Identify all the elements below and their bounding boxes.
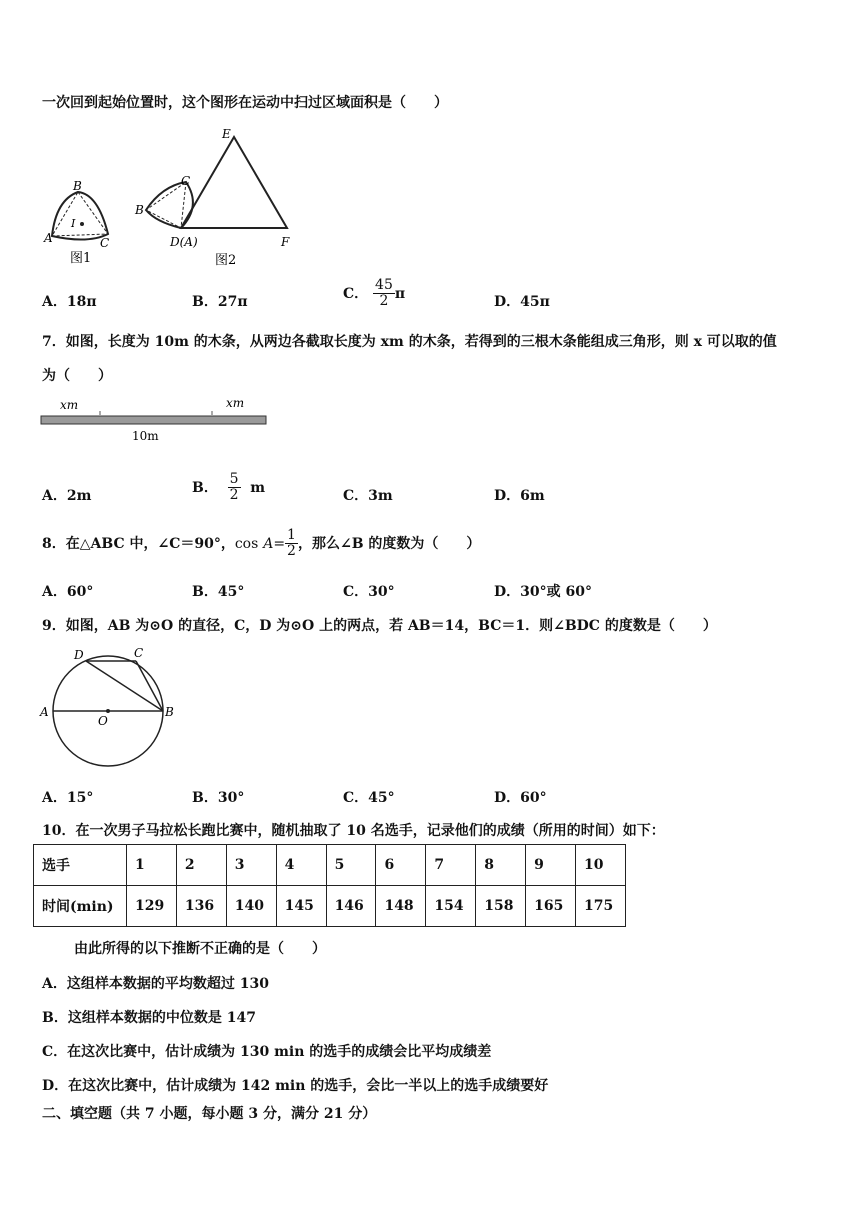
- table-cell: 140: [226, 886, 276, 927]
- fig1-label-i: I: [71, 217, 76, 230]
- fig1-label-a: A: [44, 231, 53, 245]
- fig2-label-f: F: [281, 235, 290, 249]
- wood-bar: [41, 416, 266, 424]
- fig2-label-da: D(A): [170, 235, 198, 249]
- table-cell: 7: [426, 845, 476, 886]
- table-cell: 5: [326, 845, 376, 886]
- table-cell: 3: [226, 845, 276, 886]
- q10-option-a: A．这组样本数据的平均数超过 130: [42, 976, 269, 992]
- q10-stem: 10．在一次男子马拉松长跑比赛中，随机抽取了 10 名选手，记录他们的成绩（所用的时间）如下：: [42, 823, 665, 839]
- q9-label-a: A: [40, 705, 49, 719]
- q8-option-b: B．45°: [192, 584, 245, 600]
- q9-option-c: C．45°: [343, 790, 395, 806]
- table-cell: 145: [276, 886, 326, 927]
- table-cell: 175: [576, 886, 626, 927]
- q6-figure: [38, 122, 308, 272]
- table-cell: 136: [176, 886, 226, 927]
- q9-stem: 9．如图，AB 为⊙O 的直径，C，D 为⊙O 上的两点，若 AB＝14，BC＝1．则∠BDC 的度数是（ ）: [42, 618, 717, 634]
- table-cell: 10: [576, 845, 626, 886]
- table-cell: 9: [526, 845, 576, 886]
- q9-label-o: O: [98, 714, 108, 728]
- q6-option-a: A．18π: [42, 294, 97, 310]
- q10-follow: 由此所得的以下推断不正确的是（ ）: [74, 941, 326, 957]
- table-cell: 165: [526, 886, 576, 927]
- fig2-label-e: E: [222, 127, 231, 141]
- q7-stem-line2: 为（ ）: [42, 368, 112, 384]
- fig2-label-b: B: [135, 203, 144, 217]
- q7-figure: [36, 394, 276, 444]
- q7-option-b: B． $\frac{5}{2}$ m: [192, 471, 266, 504]
- q6-option-c: C． $\frac{45}{2}$ π: [343, 277, 406, 310]
- table-row: [34, 886, 626, 927]
- q7-stem-line1: 7．如图，长度为 10m 的木条，从两边各截取长度为 xm 的木条，若得到的三根木条能组成三角形，则 x 可以取的值: [42, 334, 777, 350]
- table-cell: 158: [476, 886, 526, 927]
- fig2-label-c: C: [181, 174, 191, 188]
- q7-label-left: xm: [60, 398, 79, 412]
- q6-option-b: B．27π: [192, 294, 248, 310]
- q8-option-d: D．30°或 60°: [494, 584, 592, 600]
- table-row: [34, 845, 626, 886]
- section-2-heading: 二、填空题（共 7 小题，每小题 3 分，满分 21 分）: [42, 1106, 377, 1122]
- table-cell: 1: [127, 845, 177, 886]
- table-cell: 2: [176, 845, 226, 886]
- q8-option-a: A．60°: [42, 584, 94, 600]
- q10-option-c: C．在这次比赛中，估计成绩为 130 min 的选手的成绩会比平均成绩差: [42, 1044, 492, 1060]
- q7-option-c: C．3m: [343, 488, 393, 504]
- q9-figure: [36, 643, 186, 773]
- q8-option-c: C．30°: [343, 584, 395, 600]
- table-cell: 4: [276, 845, 326, 886]
- table-header-time: 时间(min): [34, 886, 127, 927]
- q9-label-c: C: [134, 646, 144, 660]
- q9-label-d: D: [74, 648, 84, 662]
- q7-option-d: D．6m: [494, 488, 545, 504]
- fig1-label-b: B: [73, 179, 82, 193]
- fig2-caption: 图2: [215, 253, 237, 268]
- q7-label-right: xm: [226, 396, 245, 410]
- table-header-player: 选手: [34, 845, 127, 886]
- q9-option-b: B．30°: [192, 790, 245, 806]
- q10-table: [33, 844, 626, 927]
- q7-option-a: A．2m: [42, 488, 92, 504]
- q6-option-d: D．45π: [494, 294, 550, 310]
- table-cell: 148: [376, 886, 426, 927]
- table-cell: 146: [326, 886, 376, 927]
- q10-option-b: B．这组样本数据的中位数是 147: [42, 1010, 256, 1026]
- table-cell: 129: [127, 886, 177, 927]
- table-cell: 8: [476, 845, 526, 886]
- table-cell: 154: [426, 886, 476, 927]
- q6-stem: 一次回到起始位置时，这个图形在运动中扫过区域面积是（ ）: [42, 95, 448, 111]
- q10-option-d: D．在这次比赛中，估计成绩为 142 min 的选手，会比一半以上的选手成绩要好: [42, 1078, 549, 1094]
- table-cell: 6: [376, 845, 426, 886]
- fig1-reuleaux: [52, 192, 108, 240]
- q7-label-bottom: 10m: [132, 429, 159, 443]
- q9-option-d: D．60°: [494, 790, 547, 806]
- fig1-caption: 图1: [70, 251, 92, 266]
- q9-option-a: A．15°: [42, 790, 94, 806]
- q8-stem: 8．在△ABC 中，∠C＝90°，cos A= $\frac{1}{2}$ ，那么∠B 的度数为（ ）: [42, 527, 481, 560]
- q9-label-b: B: [165, 705, 174, 719]
- fig1-label-c: C: [100, 236, 110, 250]
